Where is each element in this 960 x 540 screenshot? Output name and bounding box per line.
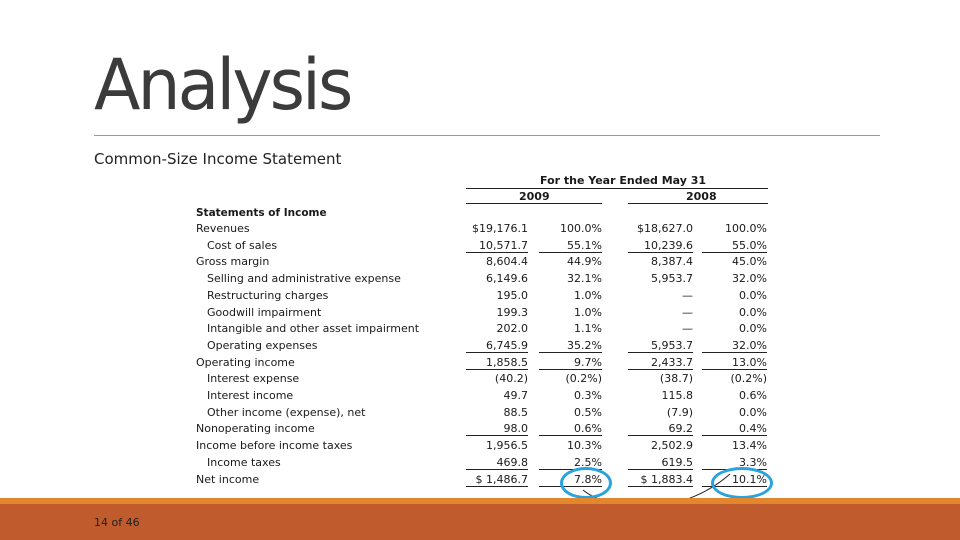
page-number: 14 of 46 — [94, 516, 140, 529]
percent-2009: 35.2% — [539, 339, 602, 353]
value-2008: 8,387.4 — [651, 255, 693, 269]
percent-2009: 100.0% — [560, 222, 602, 235]
row-label: Interest expense — [207, 372, 300, 386]
row-label: Goodwill impairment — [207, 305, 322, 319]
value-2009: 8,604.4 — [486, 255, 528, 269]
value-2009: 202.0 — [496, 322, 528, 336]
percent-2008: 32.0% — [702, 339, 767, 353]
section-header: Statements of Income — [196, 207, 327, 219]
value-2008: (7.9) — [666, 405, 693, 419]
row-label: Cost of sales — [207, 238, 278, 252]
value-2009: 195.0 — [496, 288, 528, 302]
percent-2009: 10.3% — [567, 439, 602, 453]
value-2008: (38.7) — [659, 372, 693, 386]
footer-bar — [0, 504, 960, 540]
row-label: Nonoperating income — [196, 422, 315, 436]
percent-2009: 1.1% — [574, 322, 602, 336]
percent-2009: 32.1% — [567, 272, 602, 286]
value-2009: 1,858.5 — [466, 356, 528, 370]
value-2009: $ 1,486.7 — [466, 473, 528, 487]
period-header: For the Year Ended May 31 — [540, 174, 707, 187]
percent-2009: 1.0% — [574, 288, 602, 302]
value-2009: 10,571.7 — [466, 239, 528, 253]
percent-2008: 13.4% — [732, 439, 767, 453]
percent-2009: 0.6% — [539, 422, 602, 436]
value-2009: 49.7 — [503, 389, 528, 402]
percent-2009: 2.5% — [539, 456, 602, 470]
value-2008: $18,627.0 — [637, 222, 693, 235]
value-2009: 1,956.5 — [486, 439, 528, 453]
value-2008: 5,953.7 — [651, 272, 693, 286]
percent-2009: 55.1% — [539, 239, 602, 253]
value-2008: 2,433.7 — [628, 356, 693, 370]
percent-2008: 3.3% — [702, 456, 767, 470]
percent-2008: 0.0% — [739, 288, 767, 302]
value-2009: 88.5 — [503, 405, 528, 419]
percent-2008: 0.6% — [739, 389, 767, 402]
value-2009: 469.8 — [466, 456, 528, 470]
row-label: Income taxes — [207, 455, 281, 469]
value-2008: — — [682, 322, 693, 336]
row-label: Intangible and other asset impairment — [207, 322, 420, 336]
row-label: Restructuring charges — [207, 288, 329, 302]
value-2009: 199.3 — [496, 305, 528, 319]
percent-2008: 55.0% — [702, 239, 767, 253]
row-label: Revenues — [196, 222, 250, 235]
percent-2008: 0.4% — [702, 422, 767, 436]
percent-2008: 100.0% — [725, 222, 767, 235]
percent-2008: 0.0% — [739, 405, 767, 419]
value-2009: (40.2) — [494, 372, 528, 386]
value-2008: 69.2 — [628, 422, 693, 436]
percent-2009: (0.2%) — [565, 372, 602, 386]
row-label: Net income — [196, 472, 260, 486]
value-2009: 98.0 — [466, 422, 528, 436]
row-label: Other income (expense), net — [207, 405, 366, 419]
value-2008: 5,953.7 — [628, 339, 693, 353]
percent-2008: 10.1% — [702, 473, 767, 487]
row-label: Interest income — [207, 389, 294, 402]
percent-2009: 9.7% — [539, 356, 602, 370]
percent-2008: 32.0% — [732, 272, 767, 286]
percent-2009: 7.8% — [539, 473, 602, 487]
value-2008: 115.8 — [661, 389, 693, 402]
value-2008: 619.5 — [628, 456, 693, 470]
highlight-circle-2009 — [560, 467, 612, 499]
percent-2008: 13.0% — [702, 356, 767, 370]
row-label: Income before income taxes — [196, 439, 353, 453]
percent-2008: 0.0% — [739, 305, 767, 319]
slide-title: Analysis — [94, 44, 351, 126]
row-label: Operating income — [196, 355, 295, 369]
percent-2008: 0.0% — [739, 322, 767, 336]
percent-2009: 0.3% — [574, 389, 602, 402]
year-header-2008: 2008 — [686, 190, 717, 203]
highlight-circle-2008 — [711, 467, 773, 499]
percent-2009: 1.0% — [574, 305, 602, 319]
value-2008: — — [682, 305, 693, 319]
value-2008: — — [682, 288, 693, 302]
percent-2008: (0.2%) — [730, 372, 767, 386]
value-2008: 2,502.9 — [651, 439, 693, 453]
percent-2009: 0.5% — [574, 405, 602, 419]
row-label: Selling and administrative expense — [207, 272, 401, 286]
year-header-2009: 2009 — [519, 190, 550, 203]
value-2009: $19,176.1 — [472, 222, 528, 235]
value-2008: 10,239.6 — [628, 239, 693, 253]
value-2008: $ 1,883.4 — [628, 473, 693, 487]
row-label: Operating expenses — [207, 338, 318, 352]
value-2009: 6,745.9 — [466, 339, 528, 353]
row-label: Gross margin — [196, 255, 270, 269]
slide-subtitle: Common-Size Income Statement — [94, 150, 342, 168]
percent-2008: 45.0% — [732, 255, 767, 269]
value-2009: 6,149.6 — [486, 272, 528, 286]
percent-2009: 44.9% — [567, 255, 602, 269]
